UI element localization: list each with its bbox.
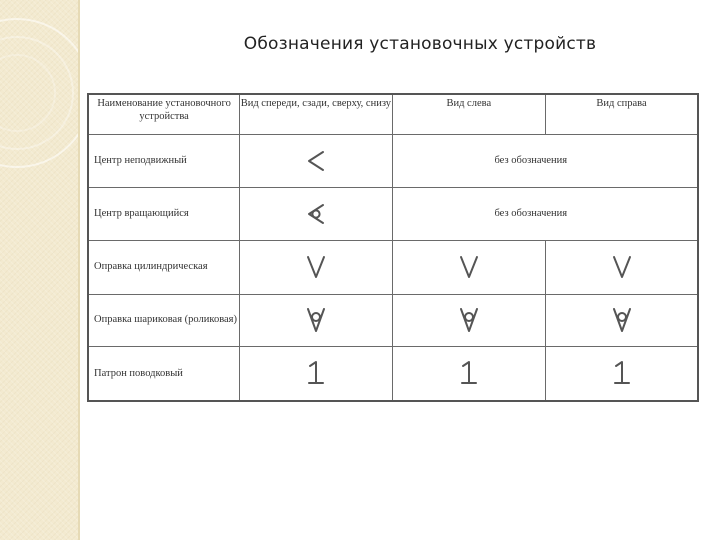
- rotating-center-icon: [305, 202, 327, 226]
- header-front-view: Вид спереди, сзади, сверху, снизу: [240, 94, 392, 134]
- table-row: [88, 134, 698, 187]
- driving-chuck-icon: [610, 359, 634, 387]
- right-view-cell: [546, 346, 698, 401]
- cylindrical-mandrel-icon: [458, 254, 480, 280]
- symbols-table: [87, 93, 699, 402]
- side-views-note: без обозначения: [392, 134, 698, 187]
- device-name: Оправка цилиндрическая: [88, 240, 240, 294]
- side-views-note: без обозначения: [392, 187, 698, 240]
- left-view-cell: [392, 240, 545, 294]
- device-name: Патрон поводковый: [88, 346, 240, 401]
- front-view-cell: [240, 240, 392, 294]
- table-row: [88, 294, 698, 346]
- decorative-side-band: [0, 0, 80, 540]
- left-view-cell: [392, 294, 545, 346]
- ball-mandrel-icon: [304, 306, 328, 334]
- table-row: [88, 346, 698, 401]
- cylindrical-mandrel-icon: [611, 254, 633, 280]
- driving-chuck-icon: [304, 359, 328, 387]
- device-name: Центр неподвижный: [88, 134, 240, 187]
- right-view-cell: [546, 294, 698, 346]
- header-left-view: Вид слева: [392, 94, 545, 134]
- device-name: Центр вращающийся: [88, 187, 240, 240]
- cylindrical-mandrel-icon: [305, 254, 327, 280]
- table-row: [88, 187, 698, 240]
- right-view-cell: [546, 240, 698, 294]
- ball-mandrel-icon: [610, 306, 634, 334]
- front-view-cell: [240, 294, 392, 346]
- front-view-cell: [240, 134, 392, 187]
- front-view-cell: [240, 346, 392, 401]
- device-name: Оправка шариковая (роликовая): [88, 294, 240, 346]
- header-right-view: Вид справа: [546, 94, 698, 134]
- left-view-cell: [392, 346, 545, 401]
- header-device-name: Наименование установочного устройства: [88, 94, 240, 134]
- table-row: [88, 240, 698, 294]
- front-view-cell: [240, 187, 392, 240]
- page-title: Обозначения установочных устройств: [243, 34, 597, 54]
- fixed-center-icon: [305, 149, 327, 173]
- driving-chuck-icon: [457, 359, 481, 387]
- table-header-row: [88, 94, 698, 134]
- ball-mandrel-icon: [457, 306, 481, 334]
